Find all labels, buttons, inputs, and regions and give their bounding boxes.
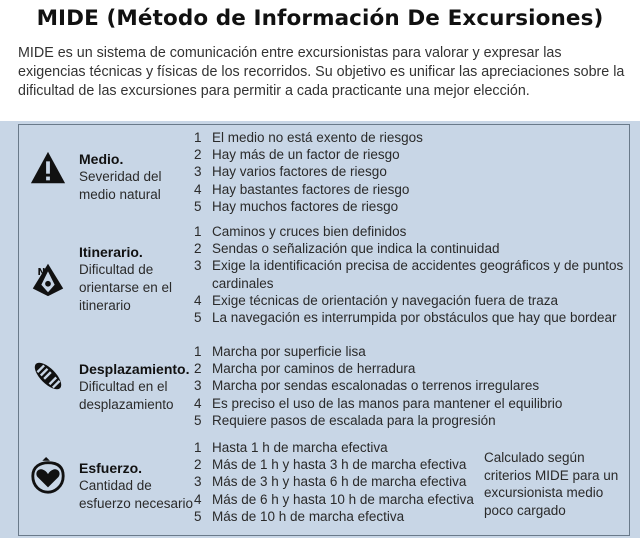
list-item: 1 Marcha por superficie lisa: [194, 344, 366, 359]
list-item: 3 Marcha por sendas escalonadas o terrenos irregulares: [194, 378, 540, 394]
list-item: 1 Caminos y cruces bien definidos: [194, 224, 407, 239]
list-item: 5 Más de 10 h de marcha efectiva: [194, 508, 405, 524]
page-title: MIDE (Método de Información De Excursiones): [36, 6, 604, 31]
list-item: 2 Marcha por caminos de herradura: [194, 361, 416, 377]
section-heading: Desplazamiento.: [79, 361, 190, 377]
section-label: [79, 150, 197, 204]
list-item: 3 Hay varios factores de riesgo: [194, 164, 387, 180]
section-description: Severidad del medio natural: [79, 169, 162, 202]
mide-table: [18, 124, 630, 536]
list-item: 1 El medio no está exento de riesgos: [194, 130, 423, 145]
list-item: 5 Requiere pasos de escalada para la progresión: [194, 412, 496, 428]
boot-sole-icon: [29, 357, 67, 395]
warning-triangle-icon: [29, 149, 67, 187]
section-description: Cantidad de esfuerzo necesario: [79, 478, 194, 511]
section-description: Dificultad de orientarse en el itinerario: [79, 262, 173, 313]
list-item: 5 La navegación es interrumpida por obstáculos que hay que bordear: [194, 310, 617, 326]
section-label: [79, 243, 197, 315]
section-description: Dificultad en el desplazamiento: [79, 379, 174, 412]
section-label: [79, 360, 197, 414]
list-item: 1 Hasta 1 h de marcha efectiva: [194, 440, 388, 455]
section-heading: Itinerario.: [79, 244, 143, 260]
list-item: 4 Hay bastantes factores de riesgo: [194, 181, 410, 197]
list-item: 2 Sendas o señalización que indica la continuidad: [194, 241, 500, 257]
section-heading: Esfuerzo.: [79, 460, 143, 476]
level-list: [194, 223, 624, 326]
level-list: [194, 439, 484, 525]
heart-effort-icon: [29, 457, 67, 495]
list-item: 2 Hay más de un factor de riesgo: [194, 147, 400, 163]
intro-paragraph: MIDE es un sistema de comunicación entre excursionistas para valorar y expresar las exigencias técnicas y físicas de los recorridos. Su objetivo es unificar las apreciaciones sobre la dificultad de las excursiones para permitir a cada practicante una mejor elección.: [18, 45, 625, 99]
calculation-note: Calculado según criterios MIDE para un excursionista medio poco cargado: [484, 450, 619, 518]
level-list: [194, 129, 624, 215]
compass-icon: [29, 260, 67, 298]
list-item: 4 Es preciso el uso de las manos para mantener el equilibrio: [194, 395, 563, 411]
list-item: 4 Exige técnicas de orientación y navegación fuera de traza: [194, 292, 558, 308]
section-heading: Medio.: [79, 151, 124, 167]
list-item: 2 Más de 1 h y hasta 3 h de marcha efectiva: [194, 457, 467, 473]
list-item: 5 Hay muchos factores de riesgo: [194, 198, 399, 214]
list-item: 4 Más de 6 h y hasta 10 h de marcha efectiva: [194, 491, 474, 507]
section-label: [79, 459, 197, 513]
level-list: [194, 343, 624, 429]
svg-text:N: N: [37, 267, 46, 279]
list-item: 3 Exige la identificación precisa de accidentes geográficos y de puntos cardinales: [194, 258, 624, 291]
list-item: 3 Más de 3 h y hasta 6 h de marcha efectiva: [194, 474, 467, 490]
